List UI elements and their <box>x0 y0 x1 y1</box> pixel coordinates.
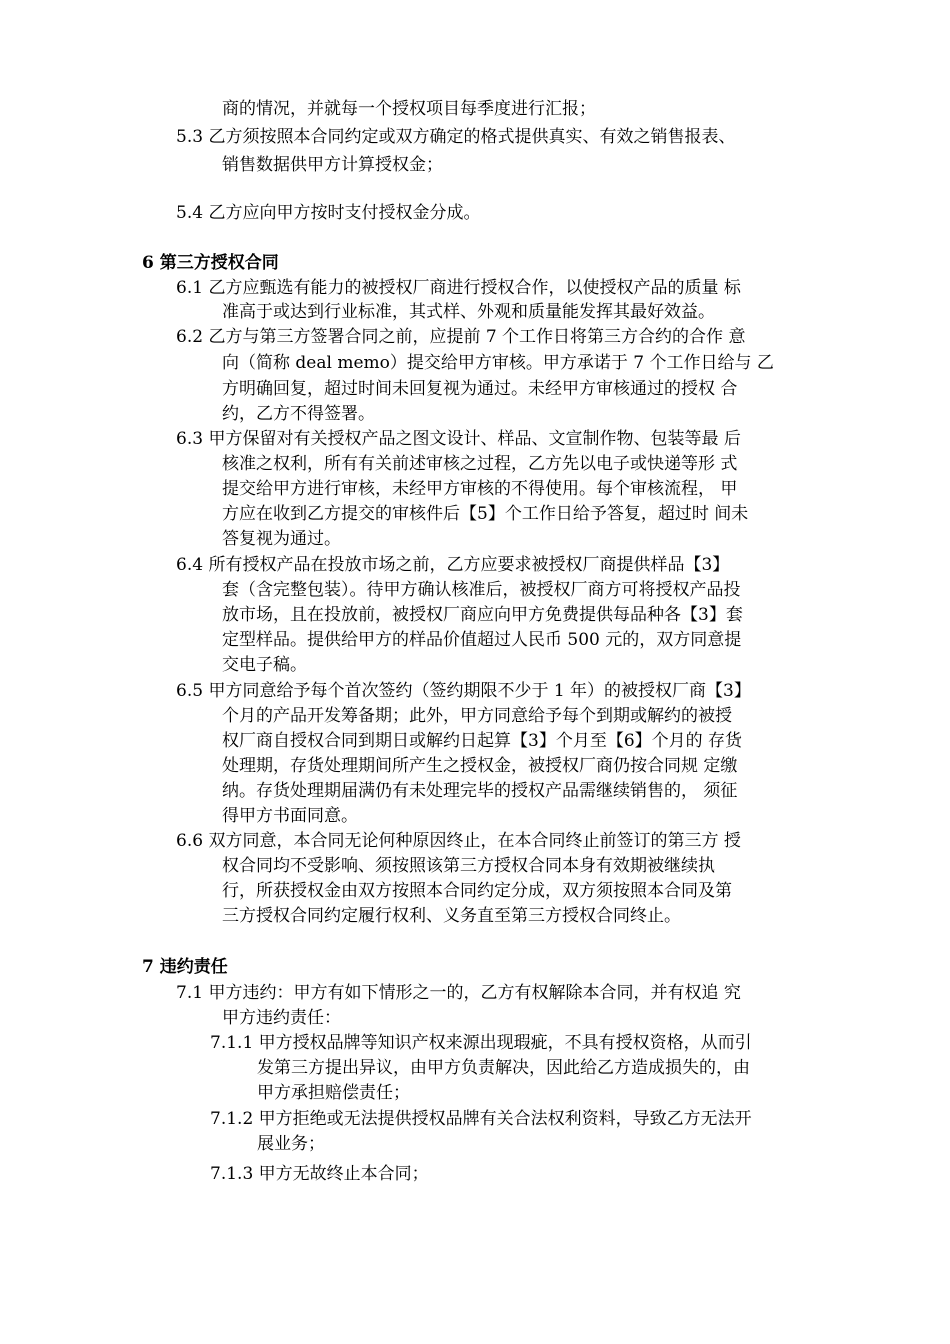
text-line: 6.3 甲方保留对有关授权产品之图文设计、样品、文宣制作物、包装等最 后 <box>176 429 741 449</box>
text-line: 商的情况，并就每一个授权项目每季度进行汇报； <box>222 99 596 119</box>
text-line: 6.4 所有授权产品在投放市场之前，乙方应要求被授权厂商提供样品【3】 <box>176 555 730 575</box>
section-heading: 6 第三方授权合同 <box>142 253 279 273</box>
text-line: 纳。存货处理期届满仍有未处理完毕的授权产品需继续销售的， 须征 <box>222 781 738 801</box>
text-line: 6.5 甲方同意给予每个首次签约（签约期限不少于 1 年）的被授权厂商【3】 <box>176 681 751 701</box>
text-line: 方明确回复，超过时间未回复视为通过。未经甲方审核通过的授权 合 <box>222 379 738 399</box>
text-line: 核准之权利，所有有关前述审核之过程，乙方先以电子或快递等形 式 <box>222 454 738 474</box>
text-line: 6.6 双方同意，本合同无论何种原因终止，在本合同终止前签订的第三方 授 <box>176 831 741 851</box>
text-line: 权合同均不受影响、须按照该第三方授权合同本身有效期被继续执 <box>222 856 715 876</box>
text-line: 个月的产品开发筹备期；此外，甲方同意给予每个到期或解约的被授 <box>222 706 732 726</box>
text-line: 甲方违约责任： <box>222 1008 341 1028</box>
text-line: 三方授权合同约定履行权利、义务直至第三方授权合同终止。 <box>222 906 681 926</box>
text-line: 方应在收到乙方提交的审核件后【5】个工作日给予答复，超过时 间未 <box>222 504 749 524</box>
text-line: 销售数据供甲方计算授权金； <box>222 155 443 175</box>
text-line: 约，乙方不得签署。 <box>222 404 375 424</box>
text-line: 定型样品。提供给甲方的样品价值超过人民币 500 元的，双方同意提 <box>222 630 742 650</box>
text-line: 6.2 乙方与第三方签署合同之前，应提前 7 个工作日将第三方合约的合作 意 <box>176 327 746 347</box>
text-line: 交电子稿。 <box>222 655 307 675</box>
text-line: 甲方承担赔偿责任； <box>257 1083 410 1103</box>
text-line: 权厂商自授权合同到期日或解约日起算【3】个月至【6】个月的 存货 <box>222 731 743 751</box>
text-line: 得甲方书面同意。 <box>222 806 358 826</box>
text-line: 5.3 乙方须按照本合同约定或双方确定的格式提供真实、有效之销售报表、 <box>176 127 736 147</box>
text-line: 处理期，存货处理期间所产生之授权金，被授权厂商仍按合同规 定缴 <box>222 756 738 776</box>
text-line: 行，所获授权金由双方按照本合同约定分成，双方须按照本合同及第 <box>222 881 732 901</box>
text-line: 7.1.1 甲方授权品牌等知识产权来源出现瑕疵，不具有授权资格，从而引 <box>210 1033 752 1053</box>
text-line: 发第三方提出异议，由甲方负责解决，因此给乙方造成损失的，由 <box>257 1058 750 1078</box>
text-line: 答复视为通过。 <box>222 529 341 549</box>
text-line: 6.1 乙方应甄选有能力的被授权厂商进行授权合作，以使授权产品的质量 标 <box>176 278 741 298</box>
section-heading: 7 违约责任 <box>142 957 228 977</box>
text-line: 放市场，且在投放前，被授权厂商应向甲方免费提供每品种各【3】套 <box>222 605 743 625</box>
text-line: 套（含完整包装）。待甲方确认核准后，被授权厂商方可将授权产品投 <box>222 580 741 600</box>
text-line: 展业务； <box>257 1134 325 1154</box>
text-line: 7.1 甲方违约：甲方有如下情形之一的，乙方有权解除本合同，并有权追 究 <box>176 983 741 1003</box>
text-line: 7.1.3 甲方无故终止本合同； <box>210 1164 429 1184</box>
text-line: 提交给甲方进行审核，未经甲方审核的不得使用。每个审核流程， 甲 <box>222 479 738 499</box>
text-line: 向（简称 deal memo）提交给甲方审核。甲方承诺于 7 个工作日给与 乙 <box>222 353 774 373</box>
text-line: 5.4 乙方应向甲方按时支付授权金分成。 <box>176 203 481 223</box>
text-line: 准高于或达到行业标准，其式样、外观和质量能发挥其最好效益。 <box>222 302 715 322</box>
text-line: 7.1.2 甲方拒绝或无法提供授权品牌有关合法权利资料，导致乙方无法开 <box>210 1109 752 1129</box>
